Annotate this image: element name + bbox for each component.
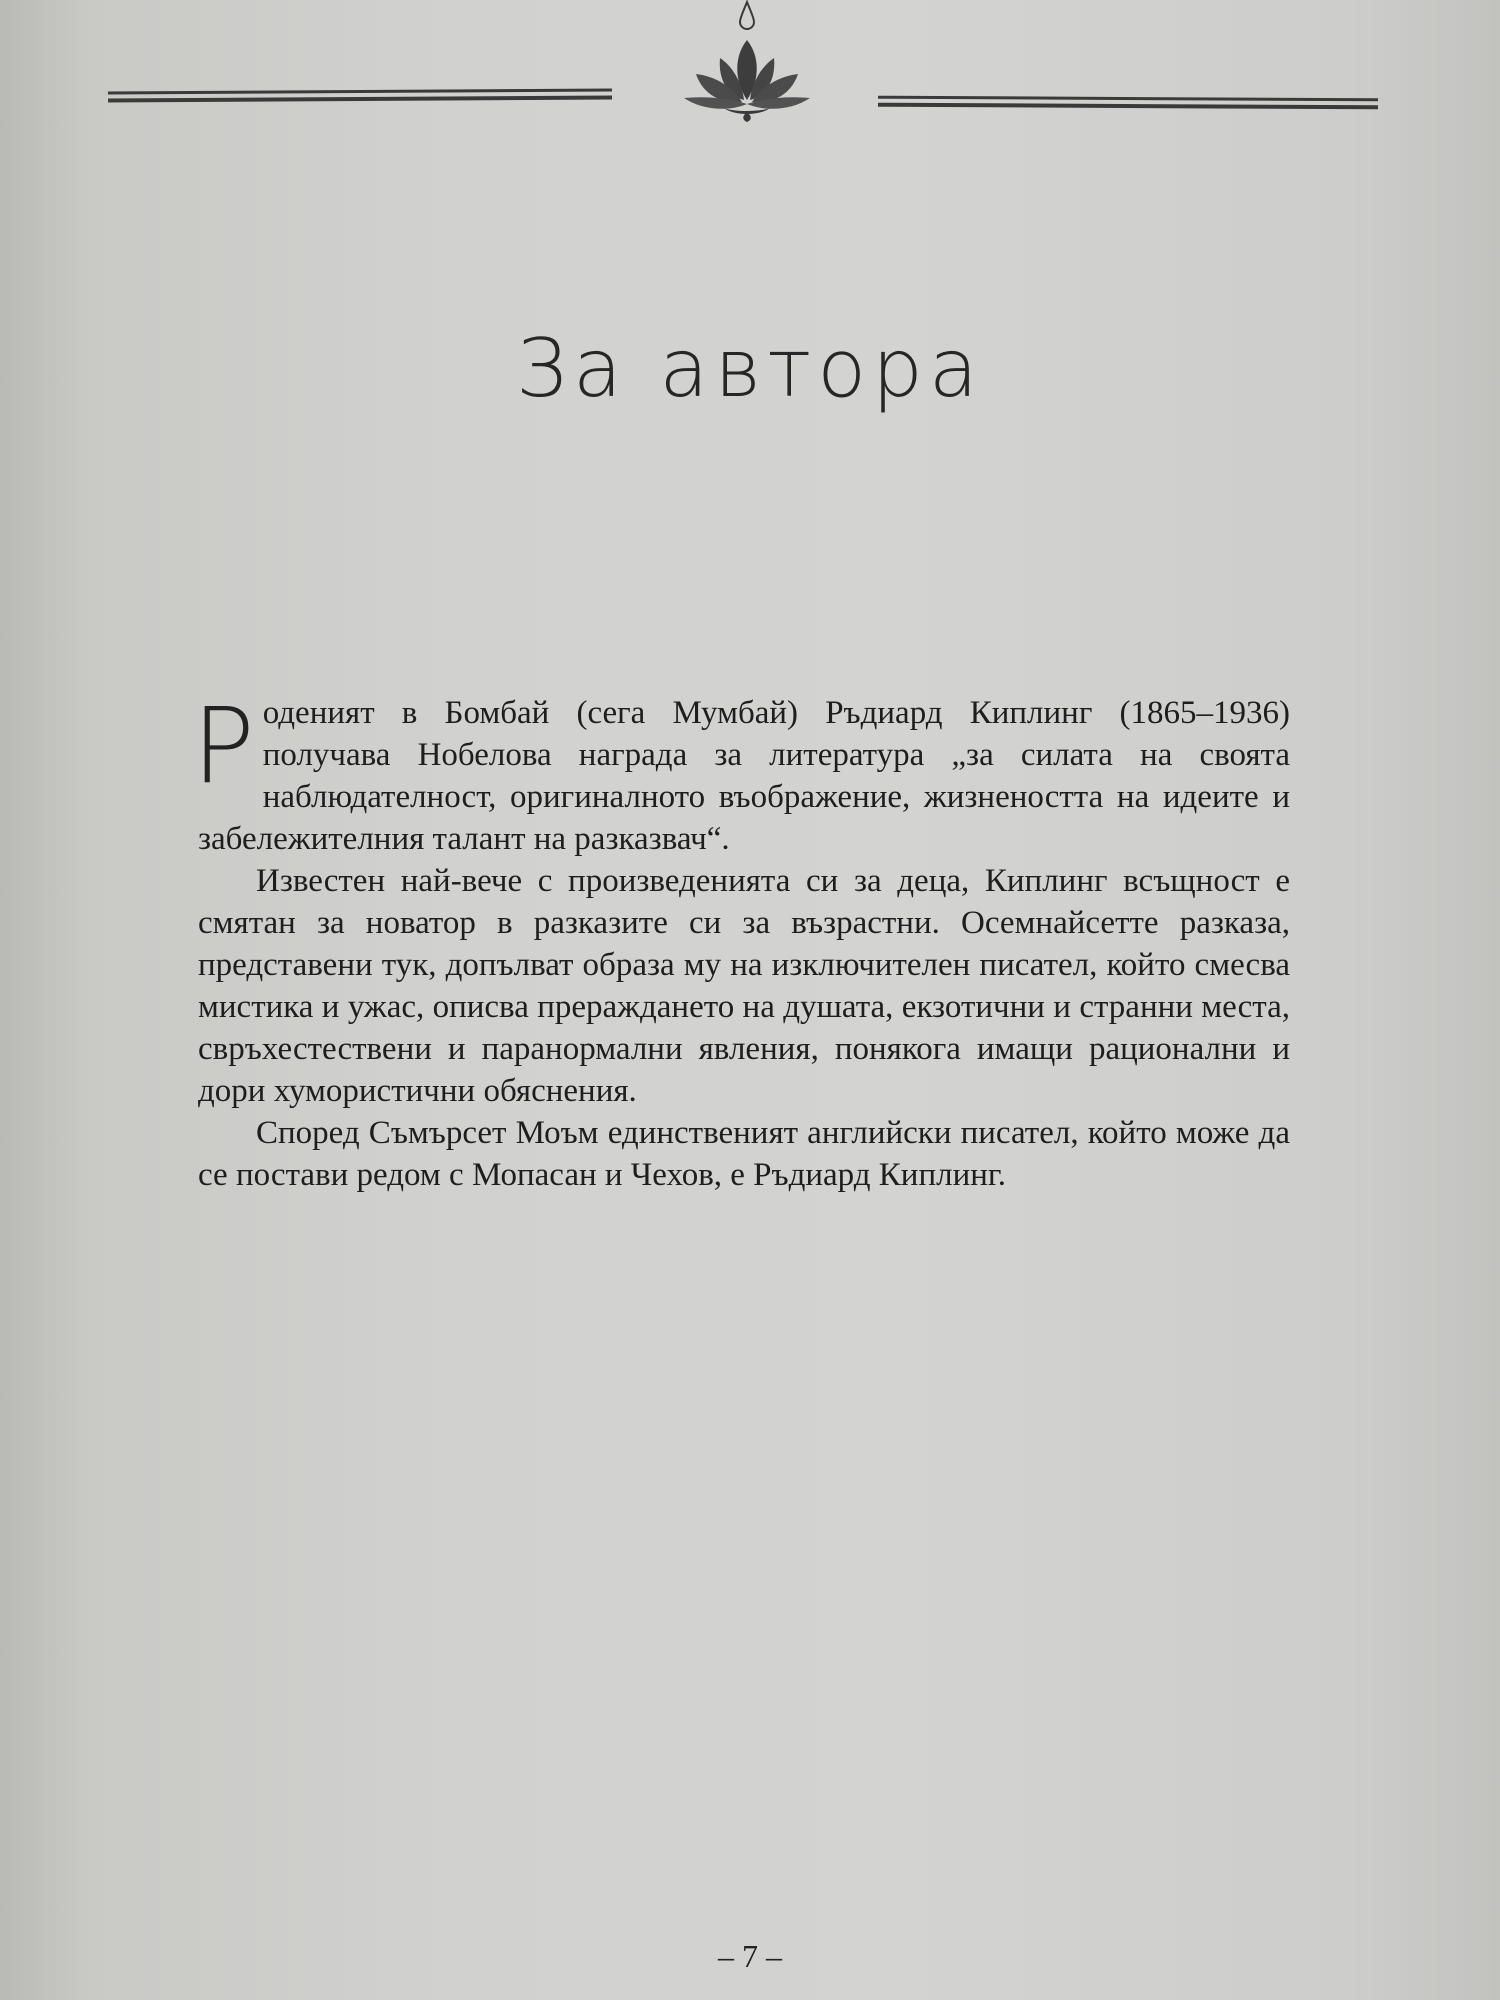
lotus-icon xyxy=(662,0,832,125)
paragraph-3: Според Съмърсет Моъм единственият английски писател, който може да се постави редом с Мопасан и Чехов, е Ръдиард Киплинг. xyxy=(198,1115,1290,1193)
chapter-title: За автора xyxy=(516,321,984,415)
body-text xyxy=(192,685,1290,1196)
ornament-rule-right xyxy=(878,96,1378,111)
header-ornament xyxy=(0,0,1500,140)
paragraph-1 xyxy=(192,685,1290,860)
drop-cap: Р xyxy=(192,685,255,807)
page-number: – 7 – xyxy=(718,1938,782,1974)
paragraph-2: Известен най-вече с произведенията си за деца, Киплинг всъщност е смятан за новатор в разказите си за възрастни. Осемнайсетте разказа, представени тук, допълват образа му на изключителен писател, който смесва мистика и ужас, описва прераждането на душата, екзотични и странни места, свръхестествени и паранормални явления, понякога имащи рационални и дори хумористични обяснения. xyxy=(198,863,1290,1109)
paragraph-1-text: одeният в Бомбай (сега Мумбай) Ръдиард Киплинг (1865–1936) получава Нобелова награда за литература „за силата на своята наблюдателност, оригиналното въображение, жизнеността на идеите и забележителния талант на разказвач“. xyxy=(198,695,1290,857)
ornament-rule-left xyxy=(108,88,612,103)
